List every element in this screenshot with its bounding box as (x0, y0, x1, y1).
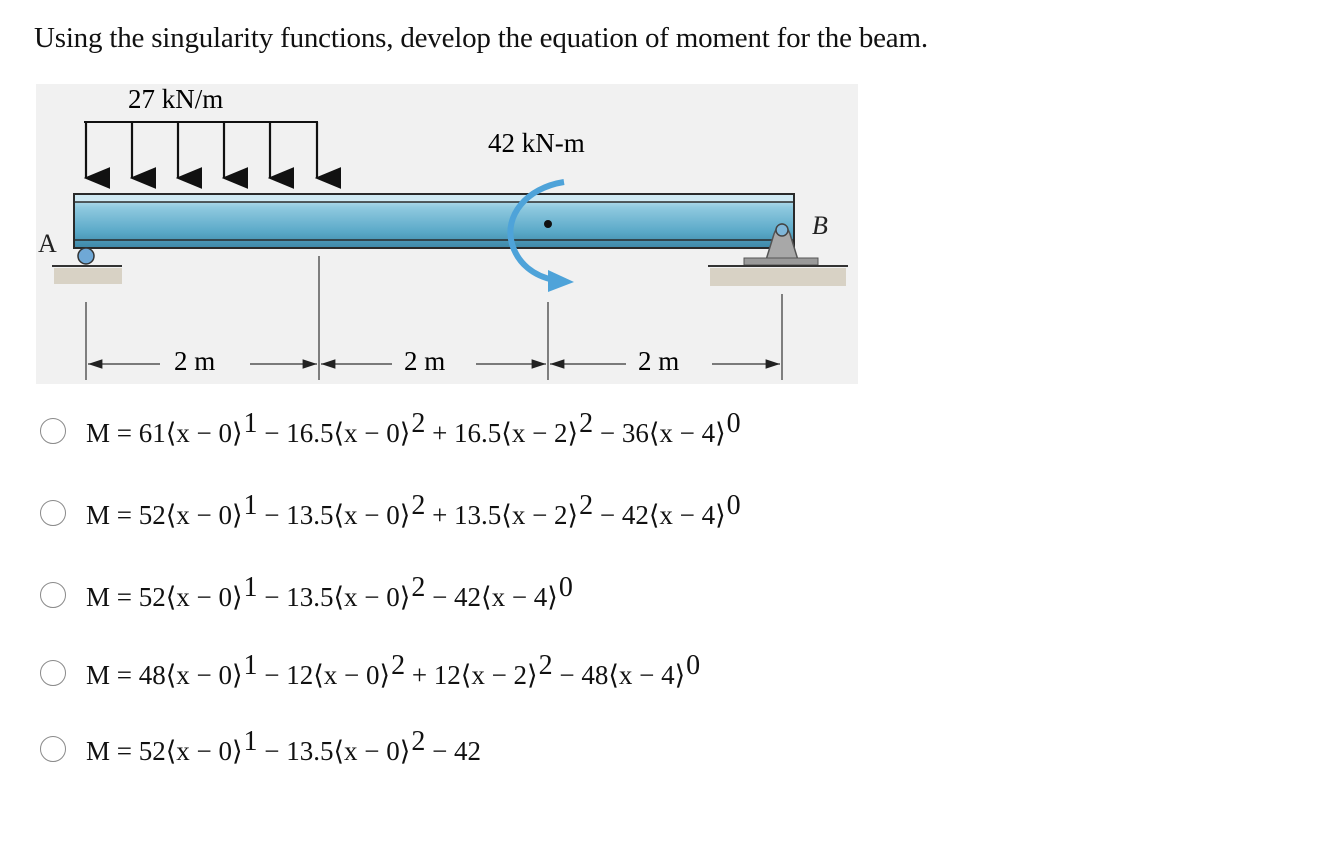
radio-button[interactable] (40, 418, 66, 444)
radio-button[interactable] (40, 736, 66, 762)
support-a-label: A (38, 229, 57, 258)
support-b-ground (710, 268, 846, 286)
moment-label: 42 kN-m (488, 128, 585, 158)
support-a-roller (78, 248, 94, 264)
beam-diagram (36, 84, 858, 384)
moment-point (544, 220, 552, 228)
load-label: 27 kN/m (128, 84, 224, 114)
support-a-ground (54, 268, 122, 284)
beam-figure (36, 84, 858, 384)
option-equation: M = 52⟨x − 0⟩$^1$ − 13.5⟨x − 0⟩$^2$ − 42 (86, 726, 482, 766)
option-equation: M = 61⟨x − 0⟩$^1$ − 16.5⟨x − 0⟩$^2$ + 16.5⟨x − 2⟩$^2$ − 36⟨x − 4⟩$^0$ (86, 408, 741, 448)
dim-label: 2 m (404, 346, 446, 376)
radio-button[interactable] (40, 582, 66, 608)
option-equation: M = 48⟨x − 0⟩$^1$ − 12⟨x − 0⟩$^2$ + 12⟨x − 2⟩$^2$ − 48⟨x − 4⟩$^0$ (86, 650, 701, 690)
support-b-label: B (812, 211, 828, 240)
option-equation: M = 52⟨x − 0⟩$^1$ − 13.5⟨x − 0⟩$^2$ + 13.5⟨x − 2⟩$^2$ − 42⟨x − 4⟩$^0$ (86, 490, 741, 530)
radio-button[interactable] (40, 500, 66, 526)
dim-label: 2 m (174, 346, 216, 376)
radio-button[interactable] (40, 660, 66, 686)
question-text: Using the singularity functions, develop the equation of moment for the beam. (34, 22, 928, 54)
beam-top-flange (74, 194, 794, 202)
option-equation: M = 52⟨x − 0⟩$^1$ − 13.5⟨x − 0⟩$^2$ − 42⟨x − 4⟩$^0$ (86, 572, 573, 612)
dim-label: 2 m (638, 346, 680, 376)
